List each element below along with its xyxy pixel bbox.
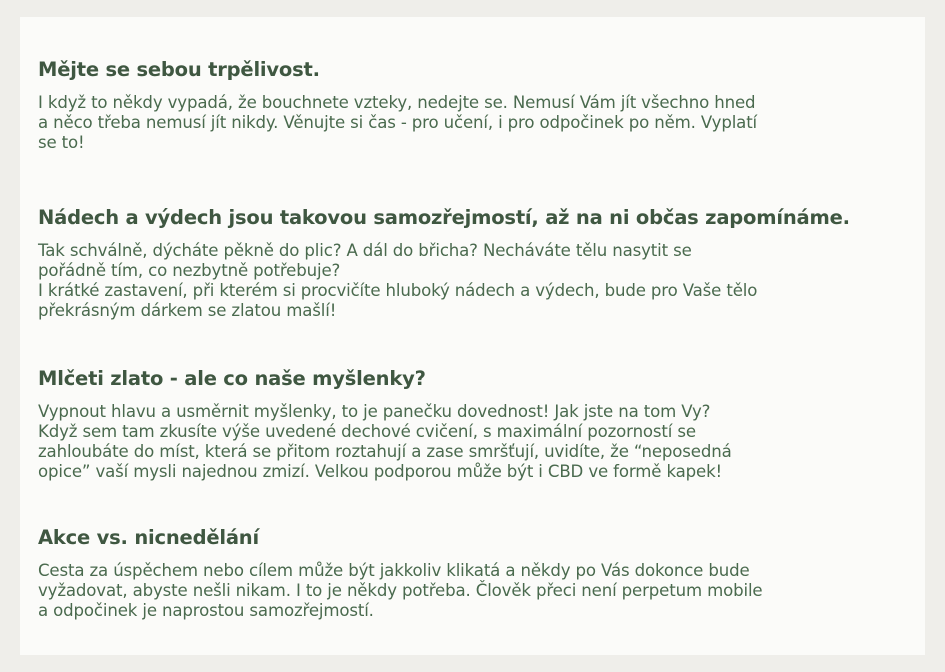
paragraph-line: Cesta za úspěchem nebo cílem může být jakkoliv klikatá a někdy po Vás dokonce bude xyxy=(38,561,750,580)
section-heading: Mlčeti zlato - ale co naše myšlenky? xyxy=(38,367,426,390)
paragraph-line: Vypnout hlavu a usměrnit myšlenky, to je panečku dovednost! Jak jste na tom Vy? xyxy=(38,402,711,421)
section-paragraph xyxy=(38,93,910,153)
section-heading: Akce vs. nicnedělání xyxy=(38,526,259,549)
section-paragraph xyxy=(38,402,910,482)
paragraph-line: zahloubáte do míst, která se přitom roztahují a zase smršťují, uvidíte, že “neposedná xyxy=(38,442,732,461)
paragraph-line: Tak schválně, dýcháte pěkně do plic? A dál do břicha? Necháváte tělu nasytit se xyxy=(38,241,692,260)
section-heading: Nádech a výdech jsou takovou samozřejmostí, až na ni občas zapomínáme. xyxy=(38,206,850,229)
section-paragraph xyxy=(38,241,910,321)
paragraph-line: pořádně tím, co nezbytně potřebuje? xyxy=(38,261,341,280)
paragraph-line: se to! xyxy=(38,133,85,152)
paragraph-line: vyžadovat, abyste nešli nikam. I to je někdy potřeba. Člověk přeci není perpetum mobile xyxy=(38,581,763,600)
paragraph-line: I krátké zastavení, při kterém si procvičíte hluboký nádech a výdech, bude pro Vaše tělo xyxy=(38,281,758,300)
paragraph-line: překrásným dárkem se zlatou mašlí! xyxy=(38,301,337,320)
section-paragraph xyxy=(38,561,910,621)
content-card xyxy=(20,17,925,655)
section-action-vs-rest xyxy=(38,525,910,621)
paragraph-line: a něco třeba nemusí jít nikdy. Věnujte si čas - pro učení, i pro odpočinek po něm. Vyplatí xyxy=(38,113,758,132)
section-thoughts xyxy=(38,366,910,482)
section-patience xyxy=(38,57,910,153)
section-breathing xyxy=(38,205,910,321)
paragraph-line: opice” vaší mysli najednou zmizí. Velkou podporou může být i CBD ve formě kapek! xyxy=(38,462,723,481)
paragraph-line: I když to někdy vypadá, že bouchnete vzteky, nedejte se. Nemusí Vám jít všechno hned xyxy=(38,93,756,112)
paragraph-line: Když sem tam zkusíte výše uvedené dechové cvičení, s maximální pozorností se xyxy=(38,422,696,441)
paragraph-line: a odpočinek je naprostou samozřejmostí. xyxy=(38,601,374,620)
section-heading: Mějte se sebou trpělivost. xyxy=(38,58,320,81)
